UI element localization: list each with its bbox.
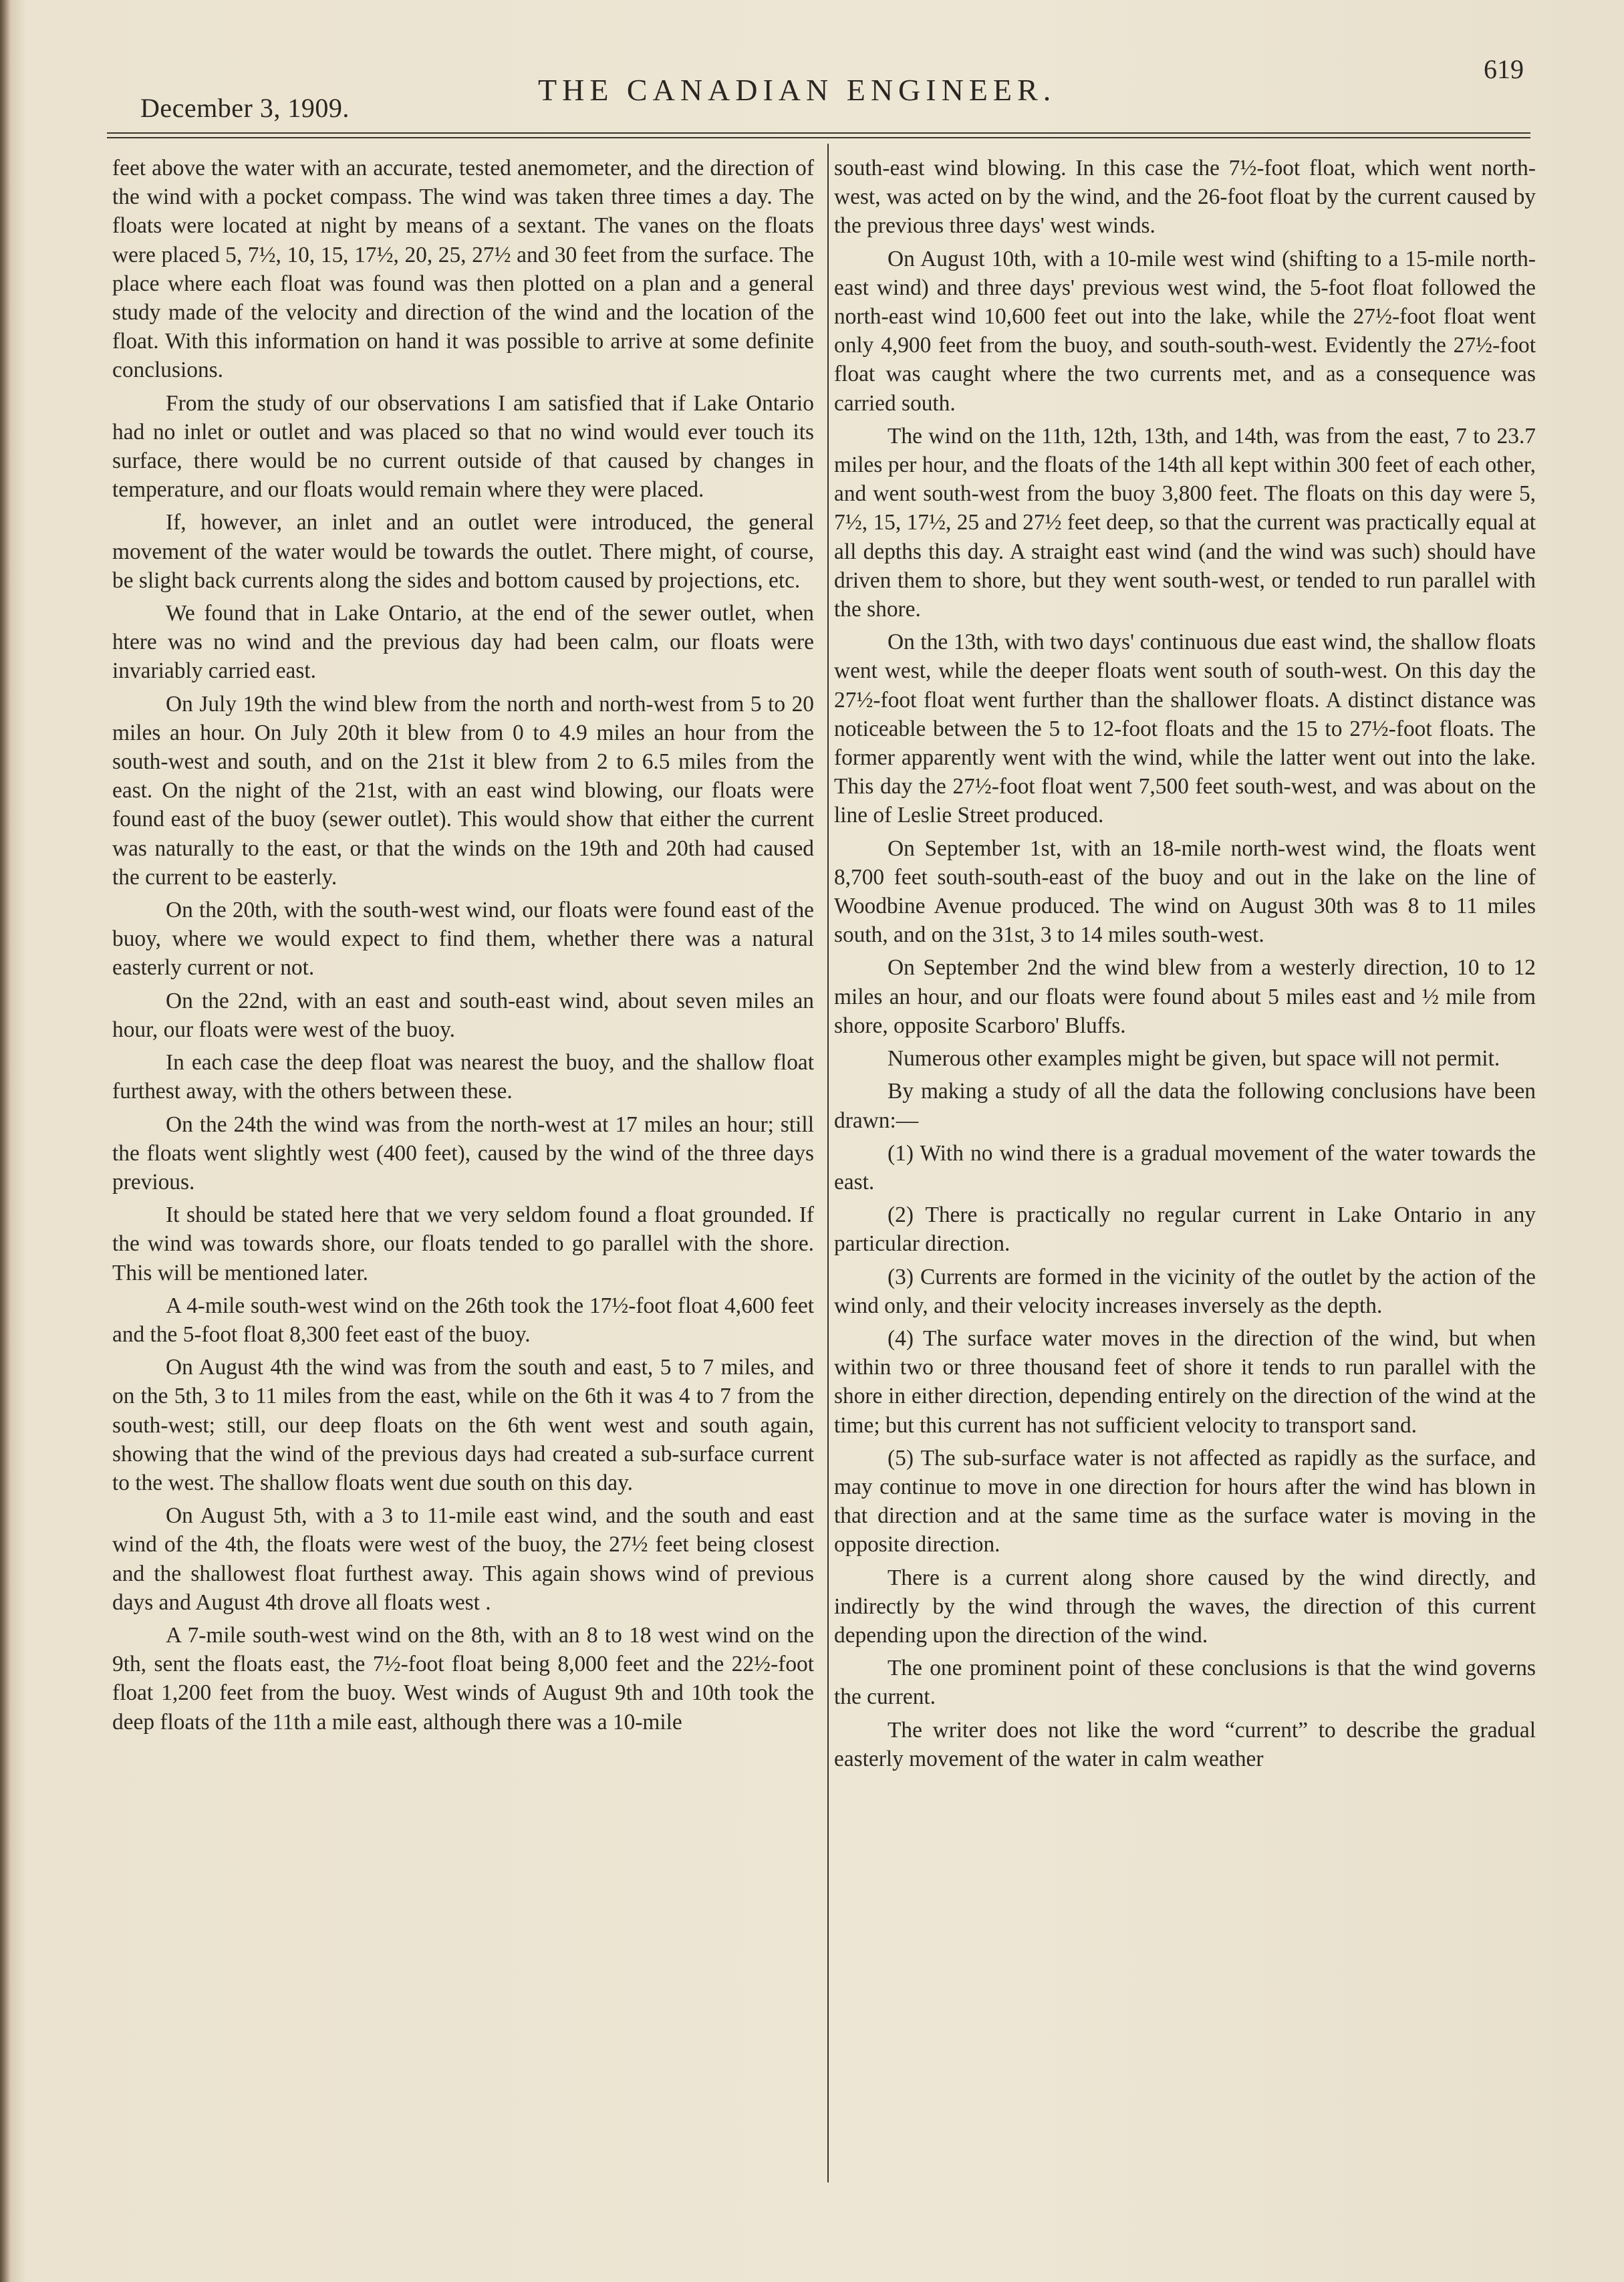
paragraph: On the 22nd, with an east and south-east wind, about seven miles an hour, our floats were west of the buoy. xyxy=(112,988,814,1042)
issue-date: December 3, 1909. xyxy=(140,93,350,123)
page-number: 619 xyxy=(1484,54,1524,84)
paragraph: By making a study of all the data the following conclusions have been drawn:— xyxy=(834,1079,1536,1133)
paragraph: On September 1st, with an 18-mile north-west wind, the floats went 8,700 feet south-south-east of the buoy and out in the lake on the line of Woodbine Avenue produced. The wind on August 30th was 8 to 11 miles south, and on the 31st, 3 to 14 miles south-west. xyxy=(834,836,1536,948)
paragraph: On August 4th the wind was from the south and east, 5 to 7 miles, and on the 5th, 3 to 11 miles from the east, while on the 6th it was 4 to 7 from the south-west; still, our deep floats on the 6th went west and south again, showing that the wind of the previous days had created a sub-surface current to the west. The shallow floats went due south on this day. xyxy=(112,1355,814,1495)
paragraph: There is a current along shore caused by the wind directly, and indirectly by the wind through the waves, the direction of this current depending upon the direction of the wind. xyxy=(834,1565,1536,1648)
paragraph: feet above the water with an accurate, tested anemometer, and the direction of the wind with a pocket compass. The wind was taken three times a day. The floats were located at night by means of a sextant. The vanes on the floats were placed 5, 7½, 10, 15, 17½, 20, 25, 27½ and 30 feet from the surface. The place where each float was found was then plotted on a plan and a general study made of the velocity and direction of the wind and the location of the float. With this information on hand it was possible to arrive at some definite conclusions. xyxy=(112,156,814,383)
paragraph: On July 19th the wind blew from the north and north-west from 5 to 20 miles an hour. On July 20th it blew from 0 to 4.9 miles an hour from the south-west and south, and on the 21st it blew from 2 to 6.5 miles from the east. On the night of the 21st, with an east wind blowing, our floats were found east of the buoy (sewer outlet). This would show that either the current was naturally to the east, or that the winds on the 19th and 20th had caused the current to be easterly. xyxy=(112,691,814,890)
paragraph: If, however, an inlet and an outlet were introduced, the general movement of the water would be towards the outlet. There might, of course, be slight back currents along the sides and bottom caused by projections, etc. xyxy=(112,510,814,593)
paragraph: The one prominent point of these conclusions is that the wind governs the current. xyxy=(834,1656,1536,1710)
paragraph: south-east wind blowing. In this case the 7½-foot float, which went north-west, was acted on by the wind, and the 26-foot float by the current caused by the previous three days' west winds. xyxy=(834,156,1536,239)
conclusion-item: (5) The sub-surface water is not affected as rapidly as the surface, and may continue to move in one direction for hours after the wind has blown in that direction and at the same time as the surface water is moving in the opposite direction. xyxy=(834,1445,1536,1557)
paragraph: On September 2nd the wind blew from a westerly direction, 10 to 12 miles an hour, and our floats were found about 5 miles east and ½ mile from shore, opposite Scarboro' Bluffs. xyxy=(834,955,1536,1038)
paragraph: On the 24th the wind was from the north-west at 17 miles an hour; still the floats went slightly west (400 feet), caused by the wind of the three days previous. xyxy=(112,1112,814,1194)
journal-title: THE CANADIAN ENGINEER. xyxy=(538,73,1057,107)
conclusion-item: (4) The surface water moves in the direction of the wind, but when within two or three thousand feet of shore it tends to run parallel with the shore in either direction, depending entirely on the direction of the wind at the time; but this current has not sufficient velocity to transport sand. xyxy=(834,1325,1536,1438)
paragraph: On the 13th, with two days' continuous due east wind, the shallow floats went west, while the deeper floats went south of south-west. On this day the 27½-foot float went further than the shallower floats. A distinct distance was noticeable between the 5 to 12-foot floats and the 15 to 27½-foot floats. The former apparently went with the wind, while the latter went out into the lake. This day the 27½-foot float went 7,500 feet south-west, and was about on the line of Leslie Street produced. xyxy=(834,630,1536,828)
paragraph: From the study of our observations I am satisfied that if Lake Ontario had no inlet or outlet and was placed so that no wind would ever touch its surface, there would be no current outside of that caused by changes in temperature, and our floats would remain where they were placed. xyxy=(112,390,814,503)
paragraph: On the 20th, with the south-west wind, our floats were found east of the buoy, where we would expect to find them, whether there was a natural easterly current or not. xyxy=(112,898,814,981)
paragraph: The wind on the 11th, 12th, 13th, and 14th, was from the east, 7 to 23.7 miles per hour, and the floats of the 14th all kept within 300 feet of each other, and went south-west from the buoy 3,800 feet. The floats on this day were 5, 7½, 15, 17½, 25 and 27½ feet deep, so that the current was practically equal at all depths this day. A straight east wind (and the wind was such) should have driven them to shore, but they went south-west, or tended to run parallel with the shore. xyxy=(834,423,1536,622)
column-divider xyxy=(827,144,829,2182)
conclusion-item: (1) With no wind there is a gradual movement of the water towards the east. xyxy=(834,1140,1536,1194)
paragraph: Numerous other examples might be given, but space will not permit. xyxy=(888,1046,1500,1071)
paragraph: We found that in Lake Ontario, at the end of the sewer outlet, when htere was no wind and the previous day had been calm, our floats were invariably carried east. xyxy=(112,601,814,684)
paragraph: A 4-mile south-west wind on the 26th took the 17½-foot float 4,600 feet and the 5-foot float 8,300 feet east of the buoy. xyxy=(112,1293,814,1347)
conclusion-item: (2) There is practically no regular current in Lake Ontario in any particular direction. xyxy=(834,1202,1536,1257)
paragraph: A 7-mile south-west wind on the 8th, with an 8 to 18 west wind on the 9th, sent the floats east, the 7½-foot float being 8,000 feet and the 22½-foot float 1,200 feet from the buoy. West winds of August 9th and 10th took the deep floats of the 11th a mile east, although there was a 10-mile xyxy=(112,1622,814,1735)
header-rule-top xyxy=(107,132,1530,134)
paragraph: It should be stated here that we very seldom found a float grounded. If the wind was towards shore, our floats tended to go parallel with the shore. This will be mentioned later. xyxy=(112,1202,814,1285)
page-header xyxy=(140,54,1544,132)
paragraph: On August 5th, with a 3 to 11-mile east wind, and the south and east wind of the 4th, the floats were west of the buoy, the 27½ feet being closest and the shallowest float furthest away. This again shows wind of previous days and August 4th drove all floats west . xyxy=(112,1503,814,1615)
paragraph: On August 10th, with a 10-mile west wind (shifting to a 15-mile north-east wind) and three days' previous west wind, the 5-foot float followed the north-east wind 10,600 feet out into the lake, while the 27½-foot float went only 4,900 feet from the buoy, and south-south-west. Evidently the 27½-foot float was caught where the two currents met, and as a consequence was carried south. xyxy=(834,246,1536,416)
right-column xyxy=(834,154,1536,1777)
conclusion-item: (3) Currents are formed in the vicinity of the outlet by the action of the wind only, and their velocity increases inversely as the depth. xyxy=(834,1264,1536,1318)
header-rule-bottom xyxy=(107,137,1530,138)
left-column xyxy=(112,154,814,1741)
paragraph: In each case the deep float was nearest the buoy, and the shallow float furthest away, with the others between these. xyxy=(112,1050,814,1104)
paragraph: The writer does not like the word “current” to describe the gradual easterly movement of the water in calm weather xyxy=(834,1717,1536,1771)
